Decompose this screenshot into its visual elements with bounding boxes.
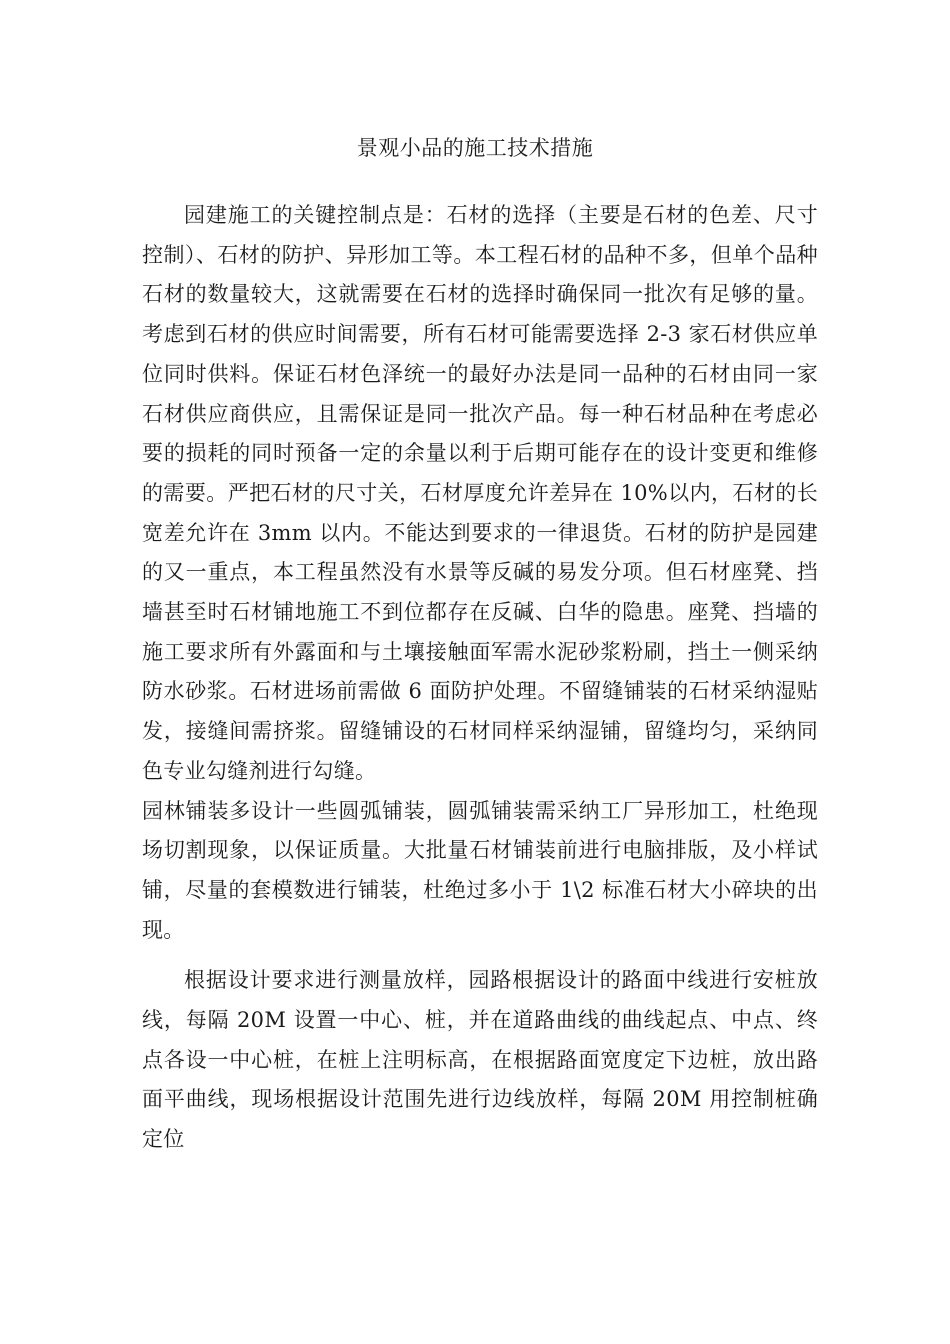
paragraph-stone-selection: 园建施工的关键控制点是：石材的选择（主要是石材的色差、尺寸控制）、石材的防护、异形加工等。本工程石材的品种不多，但单个品种石材的数量较大，这就需要在石材的选择时确保同一批次有足够的量。考虑到石材的供应时间需要，所有石材可能需要选择 2-3 家石材供应单位同时供料。保证石材色泽统一的最好办法是同一品种的石材由同一家石材供应商供应，且需保证是同一批次产品。每一种石材品种在考虑必要的损耗的同时预备一定的余量以利于后期可能存在的设计变更和维修的需要。严把石材的尺寸关，石材厚度允许差异在 10%以内，石材的长宽差允许在 3mm 以内。不能达到要求的一律退货。石材的防护是园建的又一重点，本工程虽然没有水景等反碱的易发分项。但石材座凳、挡墙甚至时石材铺地施工不到位都存在反碱、白华的隐患。座凳、挡墙的施工要求所有外露面和与土壤接触面军需水泥砂浆粉刷，挡土一侧采纳防水砂浆。石材进场前需做 6 面防护处理。不留缝铺装的石材采纳湿贴发，接缝间需挤浆。留缝铺设的石材同样采纳湿铺，留缝均匀，采纳同色专业勾缝剂进行勾缝。 xyxy=(142,203,818,783)
document-body xyxy=(142,196,818,1160)
document-title: 景观小品的施工技术措施 xyxy=(356,136,594,160)
paragraph-arc-paving: 园林铺装多设计一些圆弧铺装，圆弧铺装需采纳工厂异形加工，杜绝现场切割现象，以保证质量。大批量石材铺装前进行电脑排版，及小样试铺，尽量的套模数进行铺装，杜绝过多小于 1\2 标准石材大小碎块的出现。 xyxy=(142,798,818,942)
paragraph-survey-layout: 根据设计要求进行测量放样，园路根据设计的路面中线进行安桩放线，每隔 20M 设置一中心、桩，并在道路曲线的曲线起点、中点、终点各设一中心桩，在桩上注明标高，在根据路面宽度定下边桩，放出路面平曲线，现场根据设计范围先进行边线放样，每隔 20M 用控制桩确定位 xyxy=(142,968,818,1152)
